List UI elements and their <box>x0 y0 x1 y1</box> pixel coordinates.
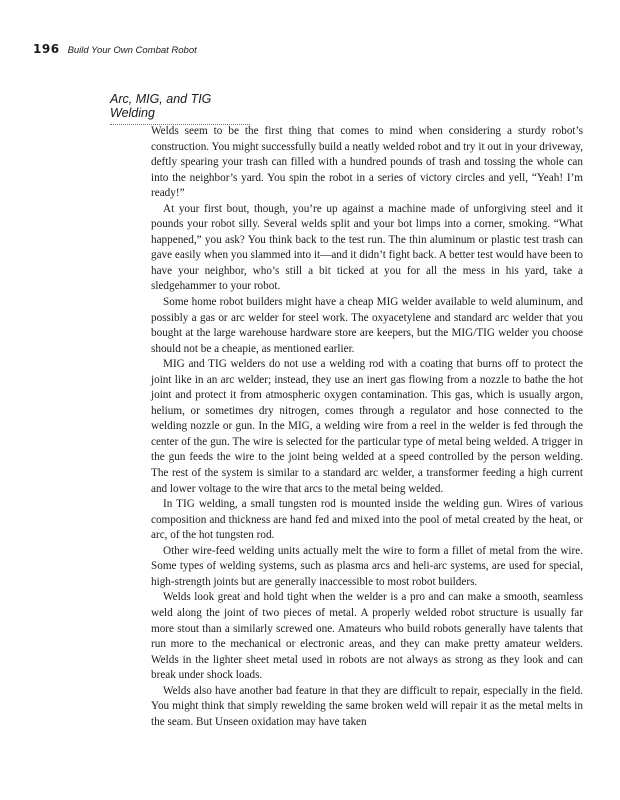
page-number: 196 <box>33 42 60 56</box>
paragraph: Some home robot builders might have a cheap MIG welder available to weld aluminum, and possibly a gas or arc welder for steel work. The oxyacetylene and standard arc welder that you bought at the large warehouse hardware store are keepers, but the MIG/TIG welder you choose should not be a cheapie, as mentioned earlier. <box>151 296 583 355</box>
paragraph: MIG and TIG welders do not use a welding rod with a coating that burns off to protect the joint like in an arc welder; instead, they use an inert gas flowing from a nozzle to bathe the hot joint and protect it from atmospheric oxygen contamination. This gas, which is usually argon, helium, or sometimes dry nitrogen, comes through a regulator and hose connected to the welding nozzle or gun. In the MIG, a welding wire from a reel in the welder is fed through the center of the gun. The wire is selected for the particular type of metal being welded. A trigger in the gun feeds the wire to the joint being welded at a speed controlled by the person welding. The rest of the system is similar to a standard arc welder, a transformer feeding a high current and lower voltage to the wire that arcs to the metal being welded. <box>151 358 583 495</box>
paragraph: At your first bout, though, you’re up against a machine made of unforgiving steel and it pounds your robot silly. Several welds split and your bot limps into a corner, smoking. “What happened,” you ask? You think back to the test run. The thin aluminum or plastic test trash can gave easily when you slammed into it—and it didn’t fight back. A better test would have been to have your neighbor, who’s still a bit ticked at you for all the mess in his yard, take a sledgehammer to your robot. <box>151 202 583 293</box>
section-heading: Arc, MIG, and TIG Welding <box>110 92 250 125</box>
body-text <box>151 124 583 730</box>
paragraph: Welds seem to be the first thing that comes to mind when considering a sturdy robot’s construction. You might successfully build a neatly welded robot and try it out in your driveway, deftly spearing your trash can filled with a hundred pounds of trash and tossing the whole can into the neighbor’s yard. You spin the robot in a series of victory circles and yell, “Yeah! I’m ready!” <box>151 125 583 200</box>
book-title: Build Your Own Combat Robot <box>67 45 197 56</box>
running-header <box>33 42 197 56</box>
paragraph: Welds also have another bad feature in that they are difficult to repair, especially in the field. You might think that simply rewelding the same broken weld will repair it as the metal melts in the seam. But Unseen oxidation may have taken <box>151 684 583 728</box>
paragraph: Welds look great and hold tight when the welder is a pro and can make a smooth, seamless weld along the joint of two pieces of metal. A properly welded robot structure is usually far more stout than a similarly screwed one. Amateurs who build robots generally have talents that run more to the mechanical or electronic areas, and they can make pretty amateur welders. Welds in the lighter sheet metal used in robots are not always as strong as they look and can break under shock loads. <box>151 591 583 682</box>
paragraph: Other wire-feed welding units actually melt the wire to form a fillet of metal from the wire. Some types of welding systems, such as plasma arcs and heli-arc systems, are used for special, high-strength joints but are generally inaccessible to most robot builders. <box>151 544 583 588</box>
paragraph: In TIG welding, a small tungsten rod is mounted inside the welding gun. Wires of various composition and thickness are hand fed and mixed into the pool of metal created by the heat, or arc, of the hot tungsten rod. <box>151 498 583 542</box>
